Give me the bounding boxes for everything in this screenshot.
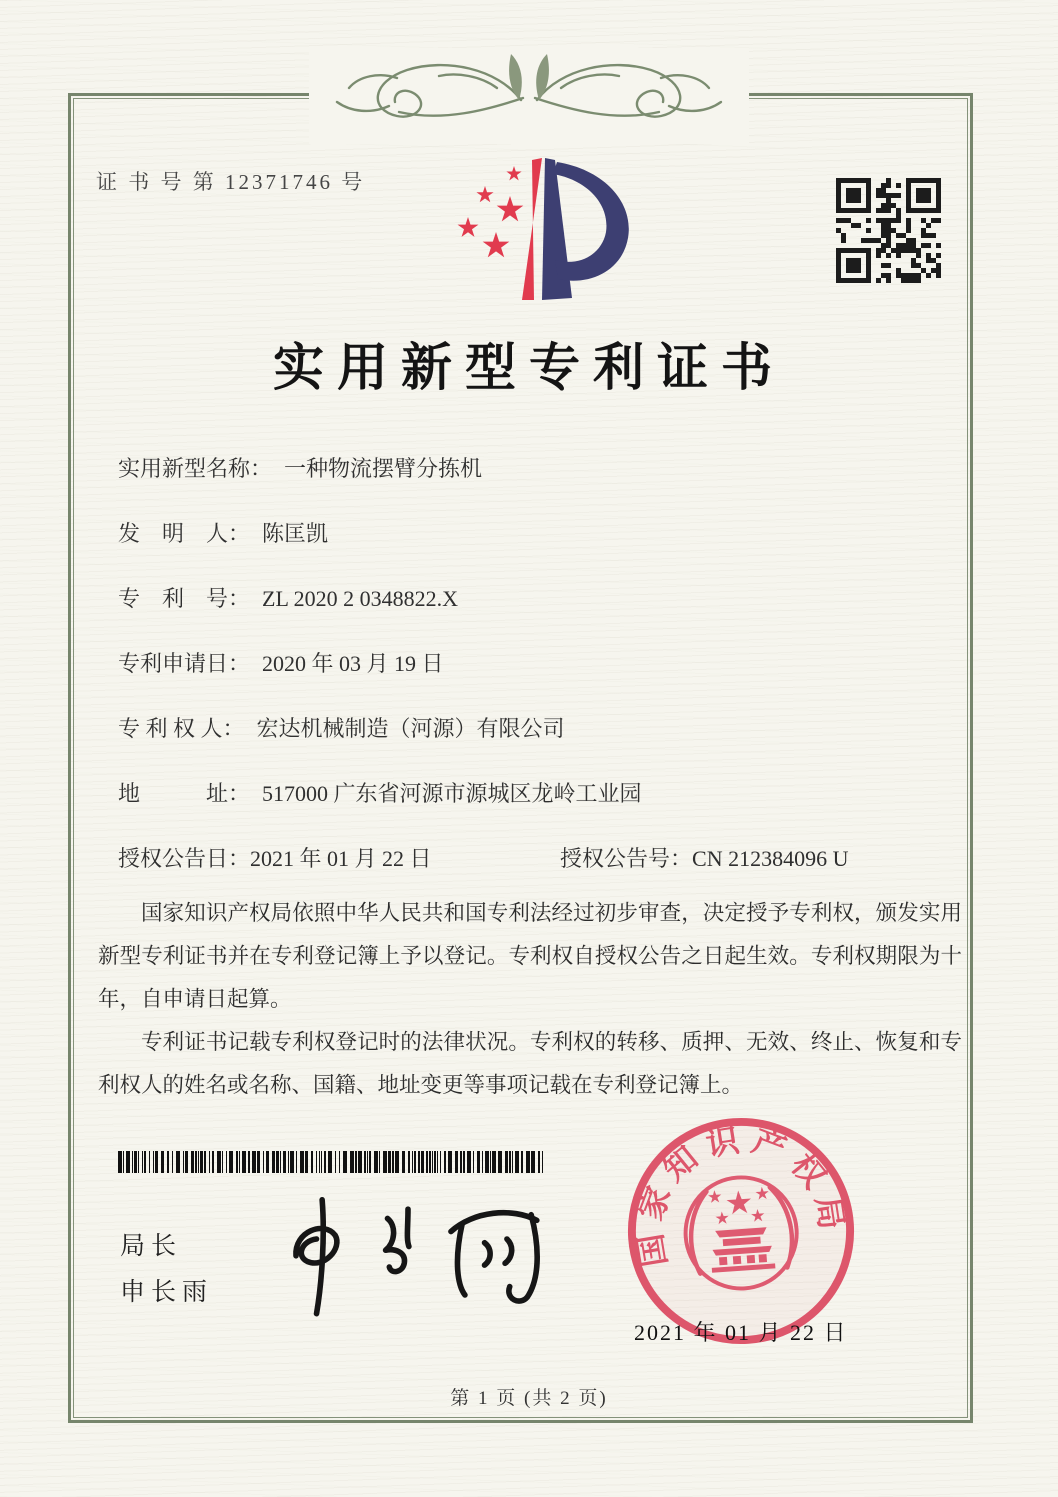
field-value: ZL 2020 2 0348822.X (262, 586, 458, 611)
grant-number-pair (560, 842, 848, 873)
field-label: 授权公告号： (560, 846, 693, 871)
certificate-number: 证 书 号 第 12371746 号 (96, 170, 366, 194)
page-number: 第 1 页 (共 2 页) (450, 1388, 608, 1409)
legal-text (98, 892, 962, 1107)
field-utility-model-name (118, 452, 482, 483)
top-scroll-ornament-icon (309, 48, 749, 144)
field-patentee (118, 712, 565, 743)
field-label: 专 利 权 人： (118, 716, 245, 741)
field-value: 陈匡凯 (262, 521, 329, 546)
field-patent-number (118, 582, 458, 613)
director-name: 申长雨 (120, 1279, 214, 1306)
field-label: 授权公告日： (118, 846, 251, 871)
seal-date: 2021 年 01 月 22 日 (634, 1320, 848, 1345)
grant-date-pair (118, 846, 432, 871)
director-title: 局长 (120, 1233, 183, 1260)
field-label: 专 利 号： (118, 586, 251, 611)
field-grant-row (118, 842, 963, 873)
cnipa-logo-icon (438, 148, 643, 316)
barcode (118, 1151, 548, 1173)
qr-code (836, 178, 941, 283)
certificate-title: 实用新型专利证书 (272, 341, 785, 397)
field-address (118, 777, 642, 808)
field-value: 宏达机械制造（河源）有限公司 (256, 716, 565, 741)
field-label: 专利申请日： (118, 651, 251, 676)
field-label: 地 址： (118, 781, 251, 806)
field-value: 一种物流摆臂分拣机 (284, 456, 483, 481)
field-inventor (118, 517, 328, 548)
field-value: 517000 广东省河源市源城区龙岭工业园 (262, 781, 642, 806)
field-value: 2020 年 03 月 19 日 (262, 651, 444, 676)
field-value: CN 212384096 U (692, 846, 849, 871)
field-label: 实用新型名称： (118, 456, 273, 481)
director-signature (268, 1178, 548, 1328)
field-label: 发 明 人： (118, 521, 251, 546)
legal-paragraph-2: 专利证书记载专利权登记时的法律状况。专利权的转移、质押、无效、终止、恢复和专利权人的姓名或名称、国籍、地址变更等事项记载在专利登记簿上。 (98, 1030, 962, 1097)
field-value: 2021 年 01 月 22 日 (250, 846, 432, 871)
field-filing-date (118, 647, 444, 678)
seal-ring-text: 国家知识产权局 (631, 1121, 851, 1270)
legal-paragraph-1: 国家知识产权局依照中华人民共和国专利法经过初步审查，决定授予专利权，颁发实用新型专利证书并在专利登记簿上予以登记。专利权自授权公告之日起生效。专利权期限为十年，自申请日起算。 (98, 901, 962, 1011)
